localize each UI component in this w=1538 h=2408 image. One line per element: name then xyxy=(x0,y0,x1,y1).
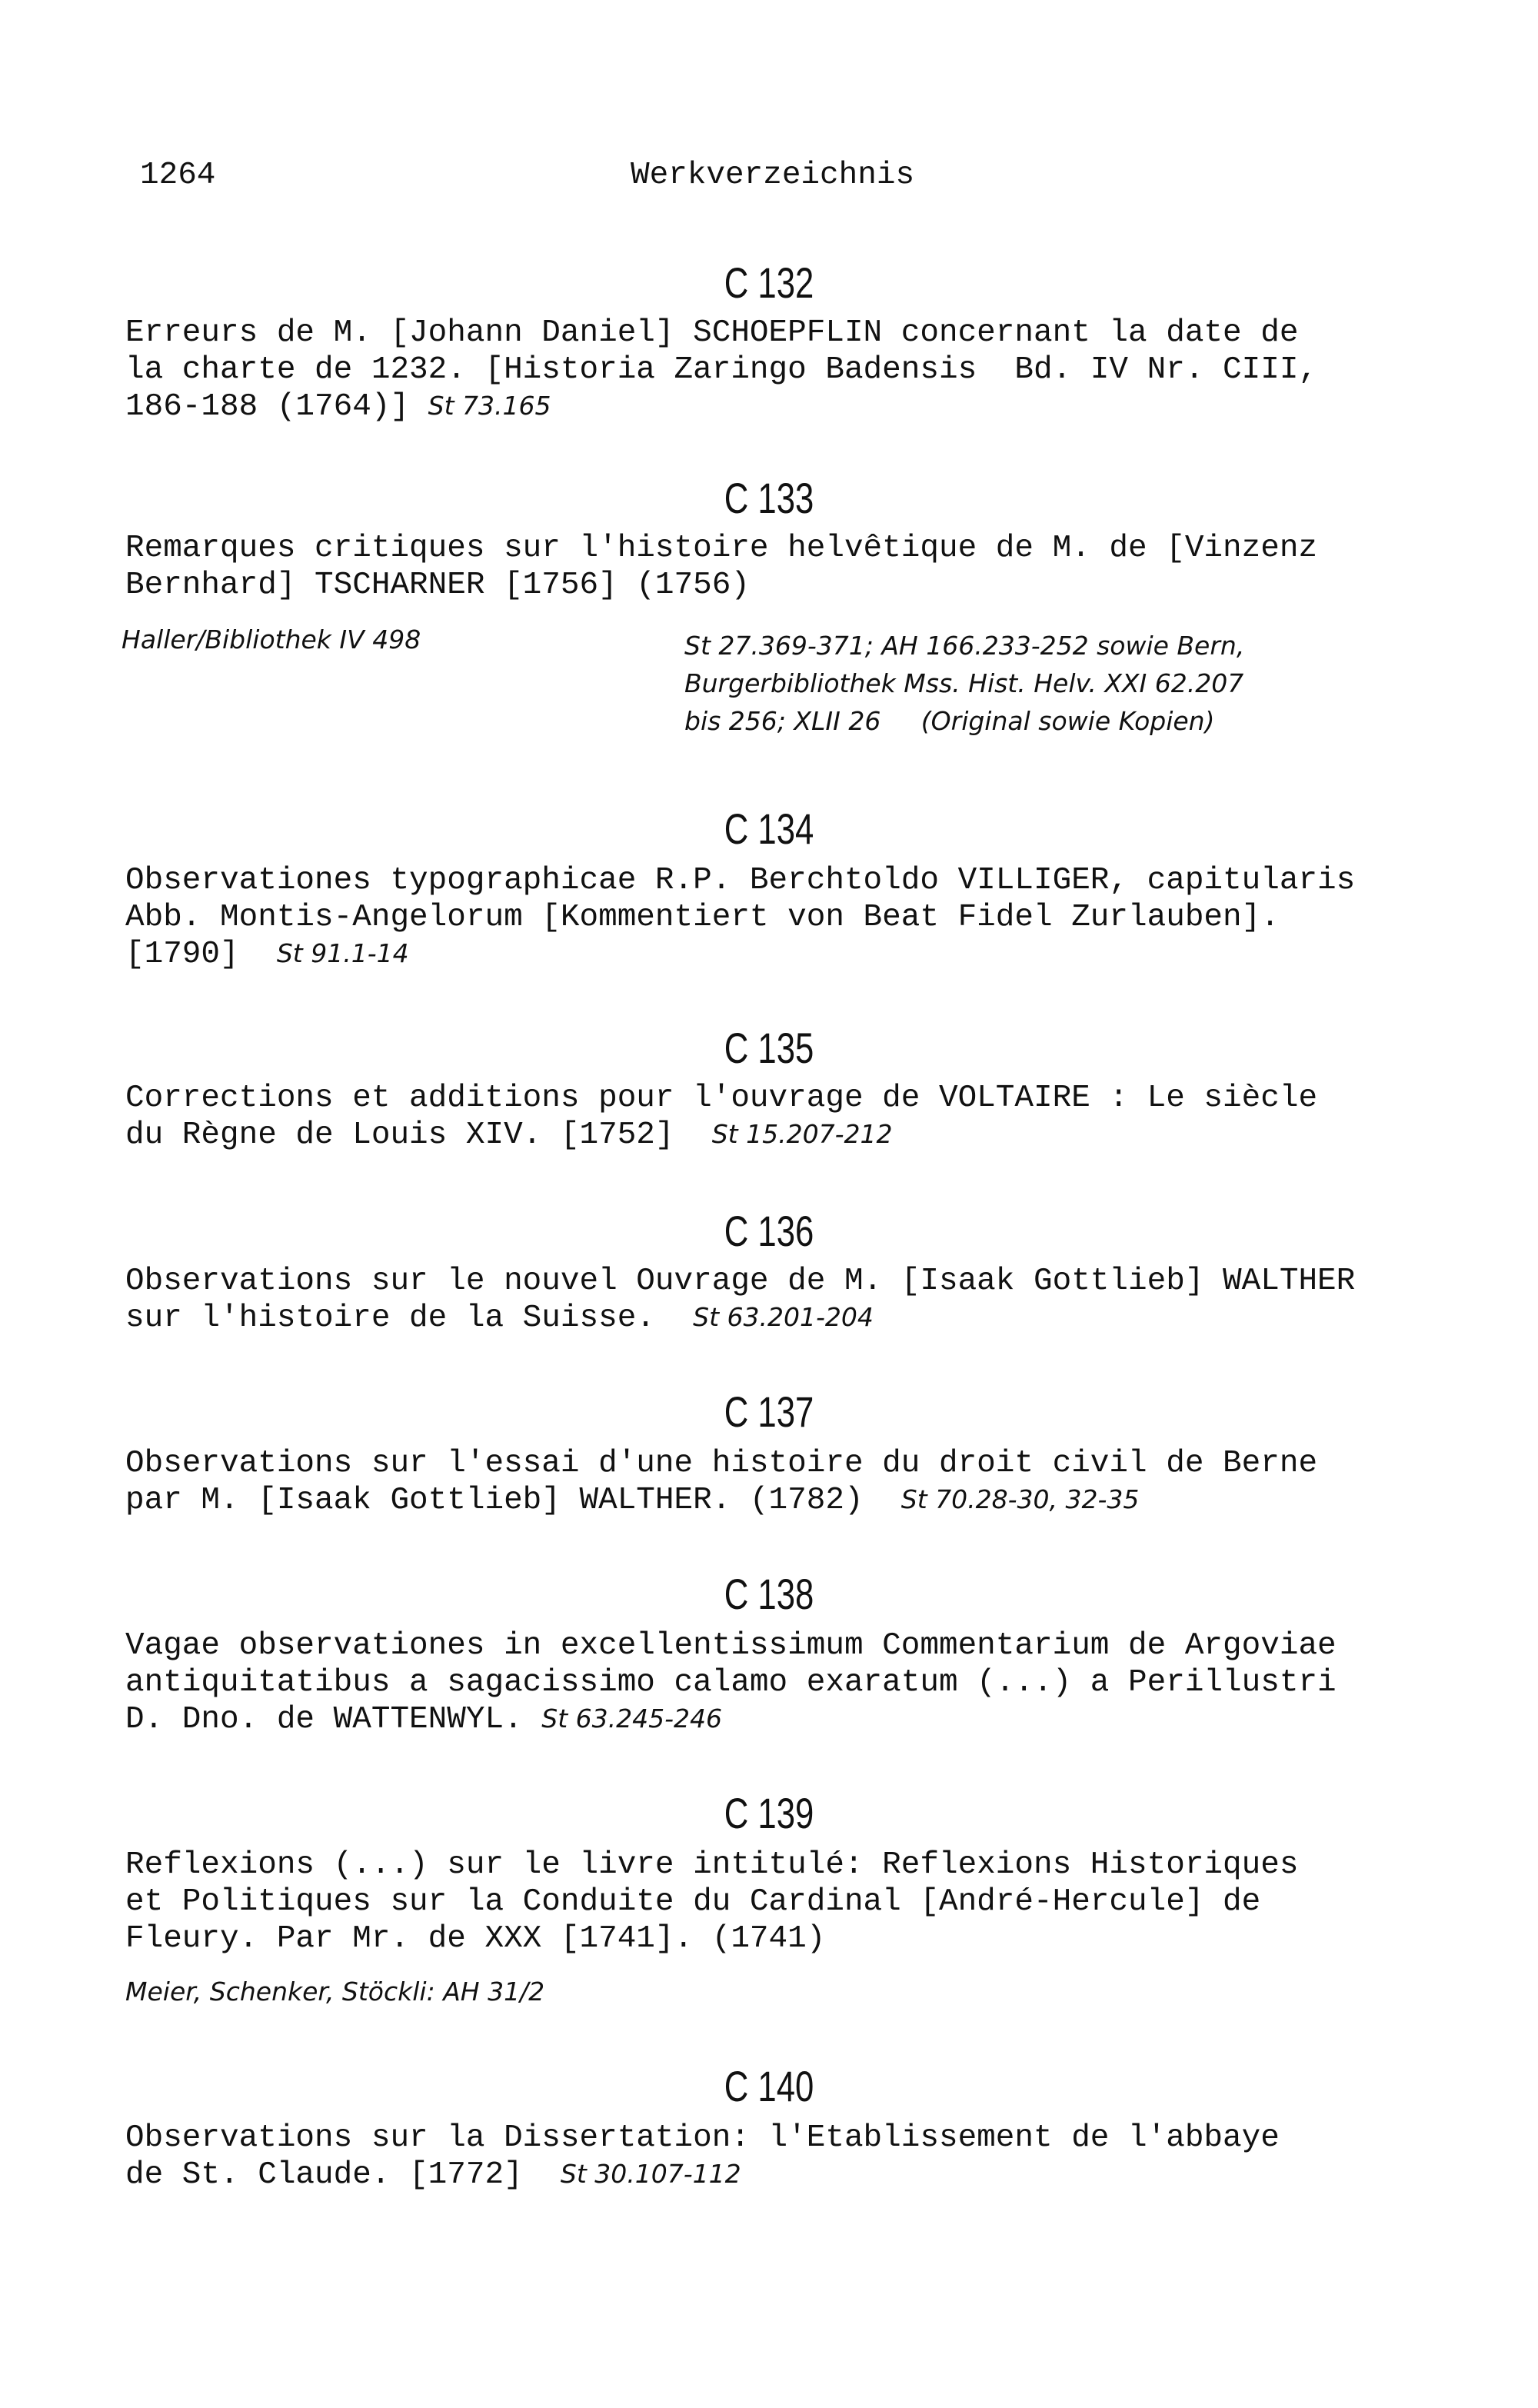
holdings-reference xyxy=(684,631,1476,736)
entry-line-with-ref xyxy=(125,937,409,972)
entry-line: et Politiques sur la Conduite du Cardinal [André-Hercule] de xyxy=(125,1884,1261,1920)
entry-line-with-ref xyxy=(125,1702,722,1737)
source-reference: Haller/Bibliothek IV 498 xyxy=(122,624,421,654)
shelfmark-ref: St 91.1-14 xyxy=(276,938,409,968)
entry-line: Observations sur l'essai d'une histoire du droit civil de Berne xyxy=(125,1446,1318,1481)
entry-line: Erreurs de M. [Johann Daniel] SCHOEPFLIN concernant la date de xyxy=(125,315,1299,351)
shelfmark-ref: St 63.245-246 xyxy=(541,1704,723,1734)
holdings-line: Burgerbibliothek Mss. Hist. Helv. XXI 62.207 xyxy=(684,668,1244,698)
entry-line-with-ref xyxy=(125,1483,1139,1518)
entry-number: C 138 xyxy=(724,1570,814,1618)
entry-line: par M. [Isaak Gottlieb] WALTHER. (1782) xyxy=(125,1483,901,1518)
entry-line: Abb. Montis-Angelorum [Kommentiert von Beat Fidel Zurlauben]. xyxy=(125,900,1280,935)
entry-line: sur l'histoire de la Suisse. xyxy=(125,1301,694,1336)
entry-line: Vagae observationes in excellentissimum Commentarium de Argoviae xyxy=(125,1628,1337,1664)
entry-line-with-ref xyxy=(125,1301,874,1336)
entry-number: C 139 xyxy=(724,1789,814,1837)
shelfmark-ref: St 15.207-212 xyxy=(711,1119,893,1149)
entry-line: Fleury. Par Mr. de XXX [1741]. (1741) xyxy=(125,1921,826,1957)
entry-line-with-ref xyxy=(125,1117,892,1153)
entry-line: du Règne de Louis XIV. [1752] xyxy=(125,1117,712,1153)
entry-number: C 136 xyxy=(724,1207,814,1255)
source-reference: Meier, Schenker, Stöckli: AH 31/2 xyxy=(125,1977,545,2007)
shelfmark-ref: St 73.165 xyxy=(428,391,551,421)
entry-line: Observations sur le nouvel Ouvrage de M. [Isaak Gottlieb] WALTHER xyxy=(125,1264,1356,1299)
entry-line-with-ref xyxy=(125,2157,741,2193)
entry-line: Observationes typographicae R.P. Berchtoldo VILLIGER, capitularis xyxy=(125,863,1356,898)
entry-line: Observations sur la Dissertation: l'Etablissement de l'abbaye xyxy=(125,2120,1280,2156)
page-number: 1264 xyxy=(140,158,216,193)
entry-number: C 132 xyxy=(724,258,814,307)
entry-line: Bernhard] TSCHARNER [1756] (1756) xyxy=(125,568,750,603)
entry-line: 186-188 (1764)] xyxy=(125,389,428,425)
entry-line: [1790] xyxy=(125,937,277,972)
entry-number: C 133 xyxy=(724,474,814,522)
entry-number: C 137 xyxy=(724,1387,814,1436)
entry-number: C 134 xyxy=(724,804,814,853)
entry-line: la charte de 1232. [Historia Zaringo Badensis Bd. IV Nr. CIII, xyxy=(125,352,1318,388)
holdings-line: bis 256; XLII 26 (Original sowie Kopien) xyxy=(684,706,1215,736)
entry-line: Remarques critiques sur l'histoire helvêtique de M. de [Vinzenz xyxy=(125,531,1318,566)
entry-line: antiquitatibus a sagacissimo calamo exaratum (...) a Perillustri xyxy=(125,1665,1337,1700)
holdings-line: St 27.369-371; AH 166.233-252 sowie Bern, xyxy=(684,631,1245,661)
entry-line-with-ref xyxy=(125,389,551,425)
shelfmark-ref: St 63.201-204 xyxy=(693,1302,874,1332)
entry-number: C 140 xyxy=(724,2062,814,2110)
entry-line: de St. Claude. [1772] xyxy=(125,2157,561,2193)
entry-line: Corrections et additions pour l'ouvrage de VOLTAIRE : Le siècle xyxy=(125,1081,1318,1116)
running-title: Werkverzeichnis xyxy=(631,158,915,193)
shelfmark-ref: St 70.28-30, 32-35 xyxy=(900,1484,1140,1514)
page-header xyxy=(0,158,1538,204)
shelfmark-ref: St 30.107-112 xyxy=(560,2159,741,2189)
entry-line: Reflexions (...) sur le livre intitulé: Reflexions Historiques xyxy=(125,1847,1299,1883)
entry-line: D. Dno. de WATTENWYL. xyxy=(125,1702,542,1737)
entry-number: C 135 xyxy=(724,1024,814,1072)
